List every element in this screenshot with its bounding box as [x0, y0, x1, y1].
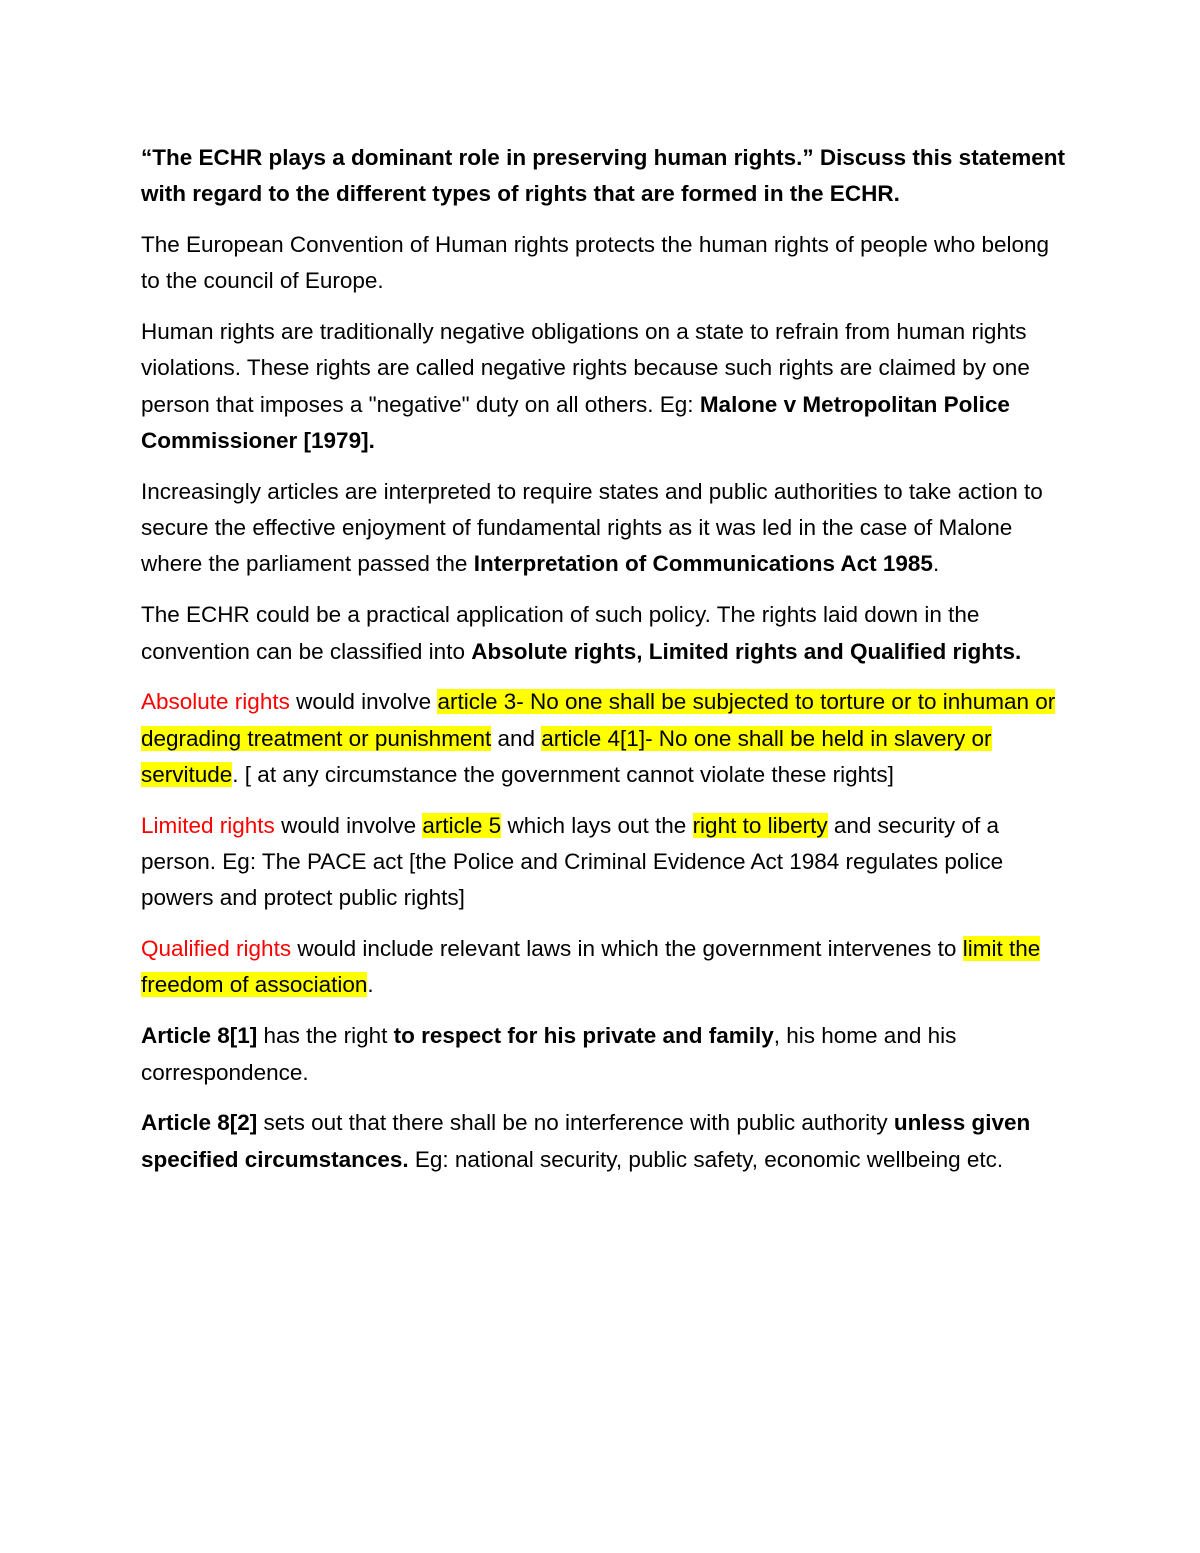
highlight-article-5: article 5	[422, 812, 502, 838]
absolute-text-2: and	[491, 725, 542, 751]
highlight-freedom-of-association: limit the freedom of association	[141, 936, 1041, 998]
limited-text-2: which lays out the	[501, 812, 693, 838]
paragraph-article-8-1	[141, 1018, 1066, 1091]
absolute-rights-label: Absolute rights	[141, 689, 290, 715]
positive-obligations-end: .	[932, 551, 940, 577]
limited-text-3: and security of a person. Eg: The PACE act [the Police and Criminal Evidence Act 1984 regulates police powers and protect public rights]	[141, 812, 1004, 911]
document-body	[141, 140, 1066, 1192]
article-8-2-text-1: sets out that there shall be no interference with public authority	[257, 1110, 894, 1136]
paragraph-intro: The European Convention of Human rights protects the human rights of people who belong to the council of Europe.	[141, 232, 1050, 294]
paragraph-qualified-rights	[141, 931, 1066, 1004]
absolute-text-1: would involve	[289, 689, 438, 715]
paragraph-limited-rights	[141, 808, 1066, 917]
paragraph-positive-obligations	[141, 474, 1066, 583]
limited-rights-label: Limited rights	[141, 812, 275, 838]
article-8-1-text-2: , his home and his correspondence.	[141, 1023, 957, 1085]
qualified-text-2: .	[367, 972, 374, 998]
case-citation: Malone v Metropolitan Police Commissioner [1979].	[141, 391, 1010, 454]
article-8-1-text-1: has the right	[257, 1023, 394, 1049]
absolute-text-3: . [ at any circumstance the government cannot violate these rights]	[232, 761, 894, 787]
classification-text: The ECHR could be a practical application of such policy. The rights laid down in the convention can be classified into	[141, 602, 980, 664]
qualified-text-1: would include relevant laws in which the government intervenes to	[291, 936, 963, 962]
article-8-2-text-2: Eg: national security, public safety, economic wellbeing etc.	[408, 1146, 1004, 1172]
article-8-2-bold: unless given specified circumstances.	[141, 1110, 1031, 1172]
paragraph-negative-rights	[141, 314, 1066, 459]
question-quote: “The ECHR plays a dominant role in preserving human rights.”	[141, 145, 814, 170]
article-8-1-label: Article 8[1]	[141, 1023, 258, 1049]
article-8-1-bold: to respect for his private and family	[393, 1023, 774, 1049]
limited-text-1: would involve	[274, 812, 423, 838]
highlight-article-4: article 4[1]- No one shall be held in slavery or servitude	[141, 725, 992, 787]
highlight-article-3: article 3- No one shall be subjected to torture or to inhuman or degrading treatment or punishment	[141, 689, 1056, 751]
negative-rights-text: Human rights are traditionally negative obligations on a state to refrain from human rights violations. These rights are called negative rights because such rights are claimed by one person that imposes a "negative" duty on all others. Eg:	[141, 319, 1030, 417]
question-rest: Discuss this statement with regard to the different types of rights that are formed in the ECHR.	[141, 145, 1065, 207]
qualified-rights-label: Qualified rights	[141, 936, 292, 962]
paragraph-classification	[141, 597, 1066, 670]
article-8-2-label: Article 8[2]	[141, 1110, 258, 1136]
essay-question	[141, 140, 1066, 213]
act-citation: Interpretation of Communications Act 1985	[473, 551, 933, 577]
paragraph-article-8-2	[141, 1105, 1066, 1178]
positive-obligations-text: Increasingly articles are interpreted to require states and public authorities to take action to secure the effective enjoyment of fundamental rights as it was led in the case of Malone where the parliament passed the	[141, 478, 1043, 577]
paragraph-absolute-rights	[141, 684, 1066, 793]
classification-types: Absolute rights, Limited rights and Qualified rights.	[471, 638, 1022, 664]
highlight-right-to-liberty: right to liberty	[692, 812, 828, 838]
